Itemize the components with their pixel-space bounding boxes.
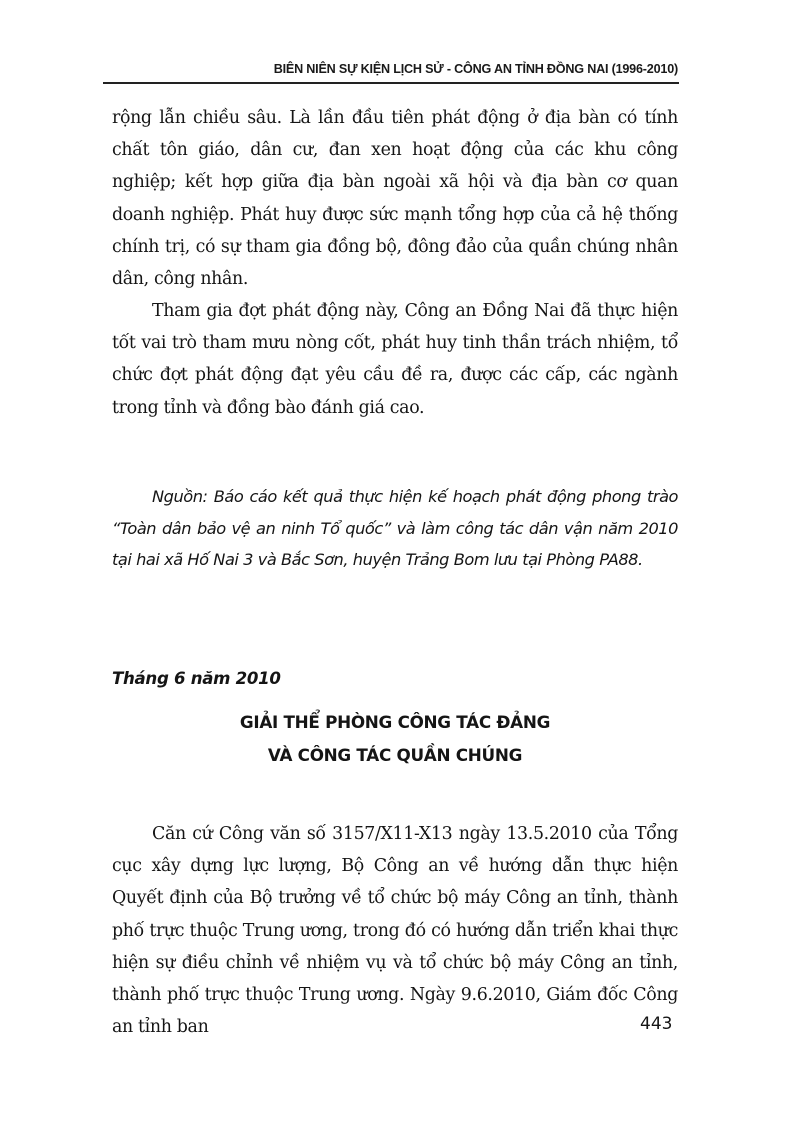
section-heading (112, 706, 678, 772)
paragraph-directive (112, 818, 678, 1043)
section-heading-line-1: GIẢI THỂ PHÒNG CÔNG TÁC ĐẢNG (239, 712, 551, 732)
entry-date: Tháng 6 năm 2010 (112, 669, 281, 688)
paragraph-continuation (112, 102, 678, 295)
header-rule (103, 82, 679, 84)
running-header: BIÊN NIÊN SỰ KIỆN LỊCH SỬ - CÔNG AN TỈNH ĐỒNG NAI (1996-2010) (273, 62, 678, 76)
paragraph-police-role (112, 295, 678, 424)
paragraph-text: rộng lẫn chiều sâu. Là lần đầu tiên phát động ở địa bàn có tính chất tôn giáo, dân cư, đan xen hoạt động của các khu công nghiệp; kết hợp giữa địa bàn ngoài xã hội và địa bàn cơ quan doanh nghiệp. Phát huy được sức mạnh tổng hợp của cả hệ thống chính trị, có sự tham gia đồng bộ, đông đảo của quần chúng nhân dân, công nhân. (112, 108, 678, 290)
page-number: 443 (640, 1014, 673, 1034)
source-citation: Nguồn: Báo cáo kết quả thực hiện kế hoạch phát động phong trào “Toàn dân bảo vệ an ninh Tổ quốc” và làm công tác dân vận năm 2010 tại hai xã Hố Nai 3 và Bắc Sơn, huyện Trảng Bom lưu tại Phòng PA88. (112, 487, 678, 569)
paragraph-text: Căn cứ Công văn số 3157/X11-X13 ngày 13.5.2010 của Tổng cục xây dựng lực lượng, Bộ Công an về hướng dẫn thực hiện Quyết định của Bộ trưởng về tổ chức bộ máy Công an tỉnh, thành phố trực thuộc Trung ương, trong đó có hướng dẫn triển khai thực hiện sự điều chỉnh về nhiệm vụ và tổ chức bộ máy Công an tỉnh, thành phố trực thuộc Trung ương. Ngày 9.6.2010, Giám đốc Công an tỉnh ban (112, 824, 678, 1038)
paragraph-text: Tham gia đợt phát động này, Công an Đồng Nai đã thực hiện tốt vai trò tham mưu nòng cốt, phát huy tinh thần trách nhiệm, tổ chức đợt phát động đạt yêu cầu đề ra, được các cấp, các ngành trong tỉnh và đồng bào đánh giá cao. (112, 301, 678, 418)
section-heading-line-2: VÀ CÔNG TÁC QUẦN CHÚNG (267, 745, 523, 765)
